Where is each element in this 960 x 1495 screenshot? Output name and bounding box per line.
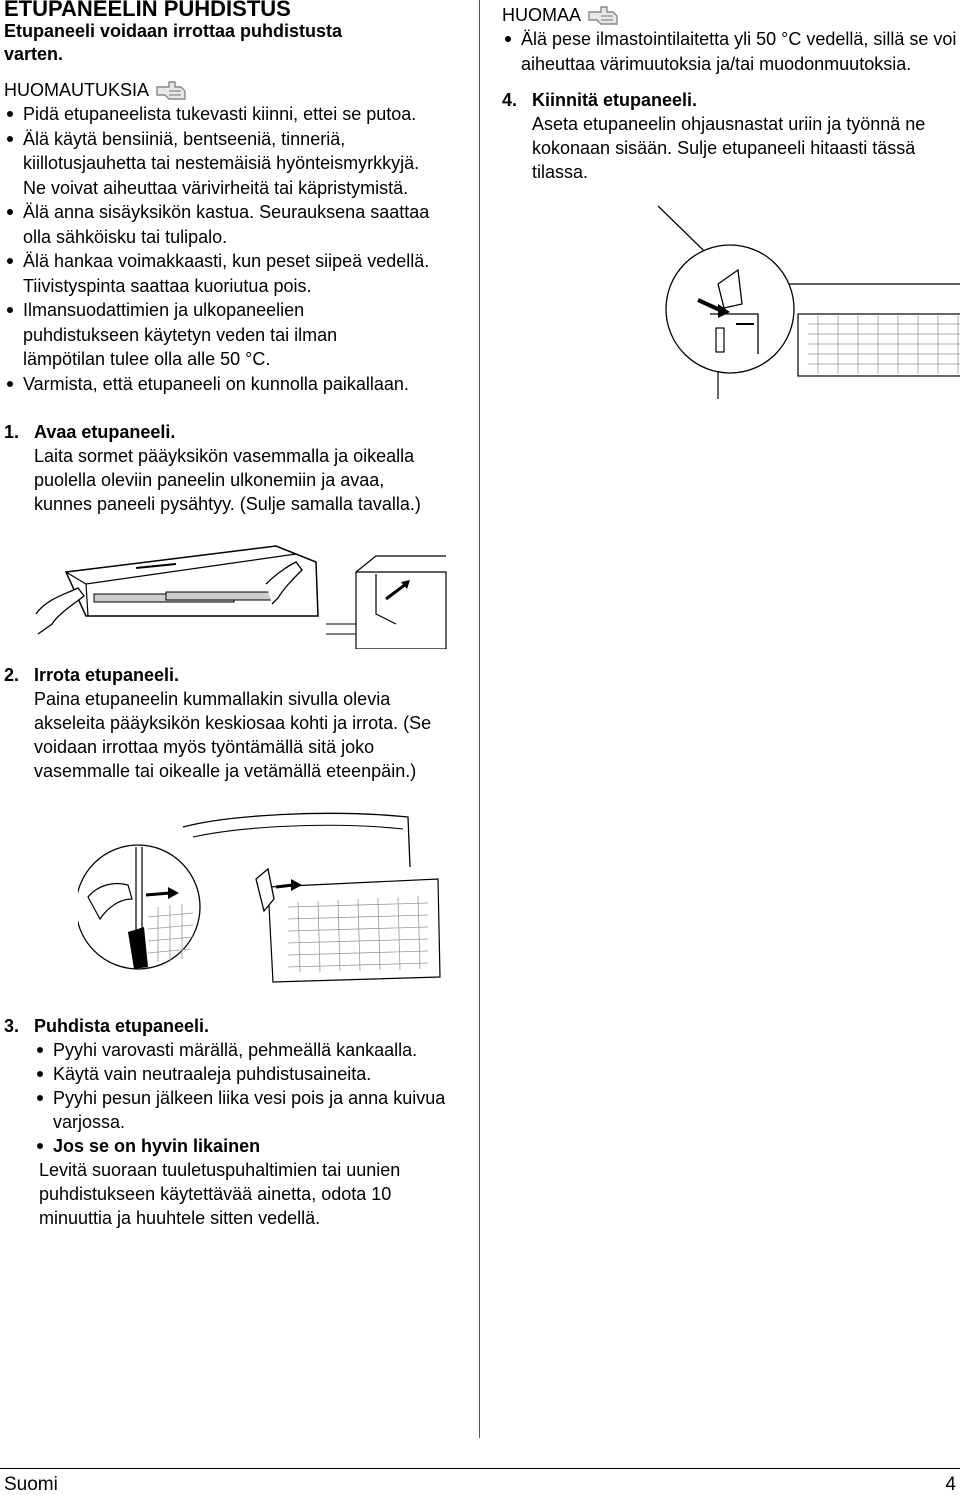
list-item: Älä hankaa voimakkaasti, kun peset siipeä vedellä. [4,249,444,274]
bullet-dot-icon [7,307,13,313]
step-heading: Avaa etupaneeli. [34,422,176,442]
list-item: Pidä etupaneelista tukevasti kiinni, ettei se putoa. [4,102,444,127]
dirty-body: Levitä suoraan tuuletuspuhaltimien tai uunien puhdistukseen käytettävää ainetta, odota 10 minuuttia ja huuhtele sitten vedellä. [39,1160,401,1228]
dirty-heading: Jos se on hyvin likainen [53,1136,261,1156]
step-body: Aseta etupaneelin ohjausnastat uriin ja työnnä ne kokonaan sisään. Sulje etupaneeli hitaasti tässä tilassa. [532,114,926,182]
bullet-dot-icon [7,136,13,142]
note-heading-label: HUOMAA [502,5,582,25]
section-title: ETUPANEELIN PUHDISTUS [4,0,291,21]
step-number: 1. [4,422,20,442]
footer-rule [0,1468,960,1469]
list-item: Pyyhi varovasti märällä, pehmeällä kankaalla. [34,1038,454,1062]
pointing-hand-icon [587,4,621,26]
list-item: Pyyhi pesun jälkeen liika vesi pois ja anna kuivua varjossa. [34,1086,454,1134]
list-item: Ilmansuodattimien ja ulkopaneelien puhdistukseen käytetyn veden tai ilman lämpötilan tulee olla alle 50 °C. [4,298,424,372]
attach-panel-illustration [658,204,960,404]
footer-language: Suomi [4,1474,58,1495]
step-3 [4,1014,474,1230]
bullet-dot-icon [505,36,511,42]
notes-heading-label: HUOMAUTUKSIA [4,80,150,100]
notes-list [4,102,444,274]
step-body: Paina etupaneelin kummallakin sivulla olevia akseleita pääyksikön keskiosaa kohti ja irrota. (Se voidaan irrottaa myös työntämällä sitä joko vasemmalle tai oikealle ja vetämällä eteenpäin.) [34,689,432,781]
step-body: Laita sormet pääyksikön vasemmalla ja oikealla puolella oleviin paneelin ulkonemiin ja avaa, kunnes paneeli pysähtyy. (Sulje samalla tavalla.) [34,446,421,514]
notes-heading [4,78,474,102]
step-3-list [34,1038,454,1158]
column-divider [479,0,480,1438]
left-column [4,0,474,1230]
list-item: Älä pese ilmastointilaitetta yli 50 °C vedellä, sillä se voi aiheuttaa värimuutoksia ja/tai muodonmuutoksia. [502,27,958,76]
bullet-dot-icon [7,381,13,387]
bullet-dot-icon [7,209,13,215]
step-heading: Kiinnitä etupaneeli. [532,90,698,110]
notes-list-2 [4,298,424,396]
list-item: Älä anna sisäyksikön kastua. Seurauksena saattaa olla sähköisku tai tulipalo. [4,200,444,249]
step-number: 4. [502,90,518,110]
bullet-dot-icon [7,258,13,264]
list-item [34,1134,454,1158]
bullet-dot-icon [37,1047,43,1053]
step-heading: Puhdista etupaneeli. [34,1016,210,1036]
page-footer [4,1474,956,1495]
step-4 [502,88,958,184]
bullet-dot-icon [37,1095,43,1101]
step-number: 3. [4,1016,20,1036]
note-heading [502,3,958,27]
section-subtitle: Etupaneeli voidaan irrottaa puhdistusta varten. [4,21,343,64]
list-item: Varmista, että etupaneeli on kunnolla paikallaan. [4,372,424,397]
step-heading: Irrota etupaneeli. [34,665,180,685]
pointing-hand-icon [155,79,189,101]
note-list [502,27,958,76]
open-panel-illustration [26,544,496,649]
notes-continuation: Tiivistyspinta saattaa kuoriutua pois. [23,275,312,296]
bullet-dot-icon [7,111,13,117]
step-number: 2. [4,665,20,685]
page-number: 4 [945,1474,956,1495]
right-column [502,0,958,404]
list-item: Älä käytä bensiiniä, bentseeniä, tinneriä, kiillotusjauhetta tai nestemäisiä hyönteismyrkkyjä. Ne voivat aiheuttaa värivirheitä tai käpristymistä. [4,127,444,201]
bullet-dot-icon [37,1143,43,1149]
bullet-dot-icon [37,1071,43,1077]
list-item: Käytä vain neutraaleja puhdistusaineita. [34,1062,454,1086]
step-2 [4,663,474,783]
remove-panel-illustration [78,807,458,1002]
step-1 [4,420,474,516]
